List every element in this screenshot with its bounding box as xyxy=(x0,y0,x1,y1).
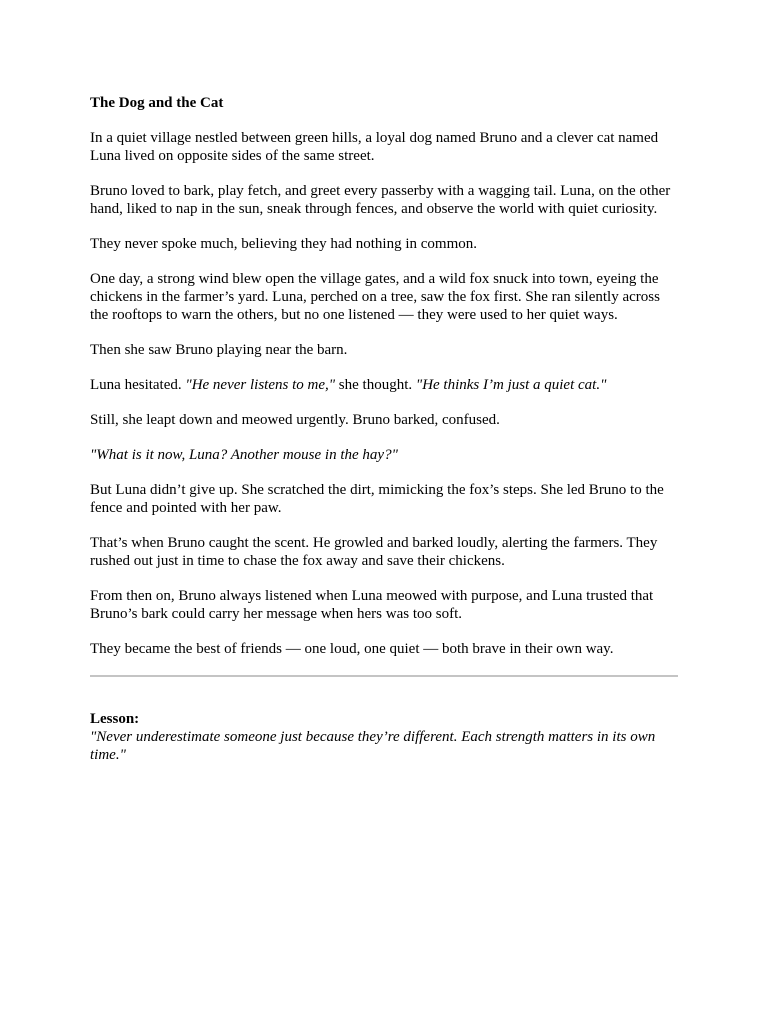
lesson-text: "Never underestimate someone just because they’re different. Each strength matters in its own time." xyxy=(90,729,656,763)
story-paragraph: They never spoke much, believing they had nothing in common. xyxy=(90,236,477,252)
bruno-quote: "What is it now, Luna? Another mouse in the hay?" xyxy=(90,447,398,463)
story-paragraph: But Luna didn’t give up. She scratched the dirt, mimicking the fox’s steps. She led Bruno to the fence and pointed with her paw. xyxy=(90,482,664,516)
document-page xyxy=(90,94,680,764)
lesson-block xyxy=(90,710,680,764)
story-paragraph: In a quiet village nestled between green hills, a loyal dog named Bruno and a clever cat named Luna lived on opposite sides of the same street. xyxy=(90,130,659,164)
story-paragraph: Then she saw Bruno playing near the barn. xyxy=(90,342,348,358)
story-paragraph: That’s when Bruno caught the scent. He growled and barked loudly, alerting the farmers. They rushed out just in time to chase the fox away and save their chickens. xyxy=(90,535,658,569)
story-title: The Dog and the Cat xyxy=(90,95,224,111)
hesitation-middle: she thought. xyxy=(335,377,416,393)
horizontal-divider xyxy=(90,675,678,677)
story-paragraph: Still, she leapt down and meowed urgently. Bruno barked, confused. xyxy=(90,412,500,428)
hesitation-paragraph xyxy=(90,376,680,394)
story-paragraph: Bruno loved to bark, play fetch, and greet every passerby with a wagging tail. Luna, on the other hand, liked to nap in the sun, sneak through fences, and observe the world with quiet curiosity. xyxy=(90,183,671,217)
story-paragraph: From then on, Bruno always listened when Luna meowed with purpose, and Luna trusted that Bruno’s bark could carry her message when hers was too soft. xyxy=(90,588,654,622)
luna-thought-quote-2: "He thinks I’m just a quiet cat." xyxy=(415,377,607,393)
luna-thought-quote-1: "He never listens to me," xyxy=(185,377,336,393)
story-paragraph: One day, a strong wind blew open the village gates, and a wild fox snuck into town, eyeing the chickens in the farmer’s yard. Luna, perched on a tree, saw the fox first. She ran silently across the rooftops to warn the others, but no one listened — they were used to her quiet ways. xyxy=(90,271,660,323)
lesson-label: Lesson: xyxy=(90,711,140,727)
story-paragraph: They became the best of friends — one loud, one quiet — both brave in their own way. xyxy=(90,641,614,657)
hesitation-lead: Luna hesitated. xyxy=(90,377,186,393)
